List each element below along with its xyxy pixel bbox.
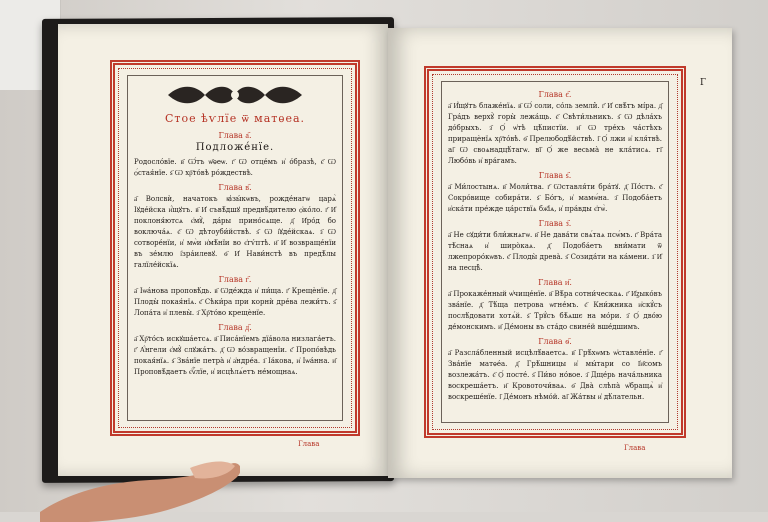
catchword: Глава xyxy=(624,444,646,452)
right-page xyxy=(388,28,732,478)
chapter-heading: Глава г҃. xyxy=(218,275,252,284)
right-page-text-block xyxy=(441,81,669,423)
chapter-text: а҃ Волсвѝ, начатокъ ꙗ҆зы́кѡвъ, рожде́нагѡ царѧ̀ Іꙋде́йска и҆́щꙋтъ. в҃ И҆ съвѣ́дшꙋ предвѣ́дителю ѻ҆ко́ло. г҃ И҆ поклоня́ютсѧ є҆мꙋ̀, да́ры прино́сѧще. д҃ И҆ро́д бо воключа́ѧ. є҃ Ѡ дѣтоуби́йствѣ. ѕ҃ Ѡ і҆ꙋде́йскаѧ. з҃ Ѡ сотворе́нїи, и҆ мѡ̀и и҆мѣ́нїи во є҆гѵ́птѣ. и҃ И҆ возвраще́нїи въ зе́млю і҆зра́илевꙋ. ѳ҃ И҆ Нави́нстѣ въ предѣ́лы галїле́йскїѧ. xyxy=(134,195,336,269)
left-page xyxy=(58,24,388,476)
chapter-heading: Глава в҃. xyxy=(218,183,252,192)
chapter-heading: Глава є҃. xyxy=(538,90,572,99)
chapter-text: а҃ И҆́щꙋтъ блаже́нїѧ. в҃ Ѡ́ соли, со́ль земли̇̀. г҃ И҆ свѣ́тъ мі́ра. д҃ Гра́дъ верхꙋ̀ горы̀ лежа́щь. є҃ Свѣти́льникъ. ѕ҃ Ѡ дѣла́хъ до́брыхъ. з҃ Ѻ́ ѡ҆тѣ цѣ́пистїи. и҃ Ѡ тре́хъ ча́стѣхъ приращѐнїѧ хр҇то́вѣ. ѳ҃ Прелюбодѣ́йствѣ. і҃ Ѻ́ лжи и҆ кля́твѣ. аі҃ Ѡ своѧнадцѣ́тагѡ. вї҃ Ѻ́ же весьма̀ не кла́тисѧ. гі҃ Любо́вь и҆ вра́гамъ. xyxy=(448,102,662,165)
chapter-text: а҃ Прокаже́нный ѡ҆чище́нїе. в҃ Вѣ́ра сотни́ческаѧ. г҃ И҆ꙁыко́въ зва́нїе. д҃ Тѣ́ща петрова ѡгне́мъ. є҃ Кни́жника и҆скꙋ́съ послѣ́довати хотѧ́й. ѕ҃ Трꙋ́съ бѣ́ѧшє на мо́ри. з҃ Ѻ́ дво́ю де́монскимъ. и҃ Де́моны въ ста́до свине́й вше́дшимъ. xyxy=(448,290,662,331)
chapter-text: а҃ Хр҇то́съ искꙋша́етсѧ. в҃ Писа́нїемъ дїа́вола низлага́етъ. г҃ А҆́нгели є҆мꙋ̀ слꙋжа́тъ. д҃ Ѡ во́звращенїи. є҃ Пропо́вѣдь покая́нїѧ. ѕ҃ Зва́нїе петра̀ и҆ а҆ндре́а. з҃ Іа́кова, и҆ Іѡа́нна. и҃ Проповѣ́даетъ є҆ѵⷢ҇лїе, и҆ исцѣлѧ́етъ не́мощнаѧ. xyxy=(134,335,336,376)
chapter-subheading: Подложе́нїе. xyxy=(195,142,275,153)
chapter-heading: Глава д҃. xyxy=(218,323,252,332)
chapter-text: Родосло́вїе. в҃ Ѡ́тъ ѡ҃ѳеѡ. г҃ Ѡ отце́мъ и҆ о́бразѣ, є҃ Ѡ ѻ́стая́нїе. ѕ҃ Ѡ хр҇то́вѣ ро́ждествѣ. xyxy=(134,158,336,177)
chapter-heading: Глава и҃. xyxy=(538,278,572,287)
chapter-heading: Глава ѕ҃. xyxy=(538,171,572,180)
chapter-text: а҃ Разсла́бленный исцѣлѣ́ваетсѧ. в҃ Грѣ́хѡмъ ѡ҆ставле́нїе. г҃ Зва́нїе матѳе́а. д҃ Грѣ́шницы и҆ мы́тари со І҆и҃сомъ возлежа́тъ. є҃ Ѻ́ посте́. ѕ҃ Пи́во но́вое. з҃ Дще́рь нача́льника воскреша́етъ. и҃ Кровоточи́ваѧ. ѳ҃ Два̀ слѣпа̀ ѡ҆бращѧ̀ и҆ воскреше́нїе. і҃ Де́монъ нѣмо́й. аі҃ Жа́твы и҆ дѣ́лательн. xyxy=(448,349,662,401)
chapter-heading: Глава а҃. xyxy=(218,131,252,140)
headpiece-ornament-icon xyxy=(160,84,310,106)
gospel-title: Стое ѣѵлїе ѿ матѳеа. xyxy=(164,112,306,125)
left-page-text-block xyxy=(127,75,343,421)
chapter-heading: Глава ѳ҃. xyxy=(538,337,572,346)
chapter-text: а҃ Ми́лостынѧ. в҃ Моли́тва. г҃ Ѡставля́ти бра́тꙋ. д҃ По́стъ. є҃ Сокро́вище собира́ти. ѕ҃ Бо́гъ, и҆ мамѡ́на. з҃ Подоба́етъ и҆ска́ти пре́жде ца́рствїѧ бж҃їѧ, и҆ пра́вды є҆гѡ̀. xyxy=(448,183,662,213)
catchword: Глава xyxy=(298,440,320,448)
chapter-text: а҃ Іѡа́нова проповѣ́дь. в҃ Ѡде́жда и҆ пи́ща. г҃ Крещѐнїе. д҃ Плоды̀ покая́нїѧ. є҃ Сѣки́ра при корнѝ дре́ва лежи́тъ. ѕ҃ Лопа́та и҆ плевы̀. з҃ Хр҇то́во крещѐнїе. xyxy=(134,287,336,317)
left-page-ornamental-frame xyxy=(110,60,360,436)
chapter-text: а҃ Не сꙋди́ти бли́жнѧгѡ. в҃ Не дава́ти свѧ́таѧ псѡ́мъ. г҃ Вра́та тѣ́снаѧ и҆ широ̀каѧ. д҃ Подоба́етъ вни́мати ѿ лжепроро́кѡвъ. є҃ Плоды̀ древа̀. ѕ҃ Созида́ти на ка́мени. з҃ И҆ на песцѣ̀. xyxy=(448,231,662,272)
chapter-heading: Глава з҃. xyxy=(538,219,572,228)
right-page-ornamental-frame xyxy=(424,66,686,438)
page-number: Г xyxy=(700,78,706,88)
